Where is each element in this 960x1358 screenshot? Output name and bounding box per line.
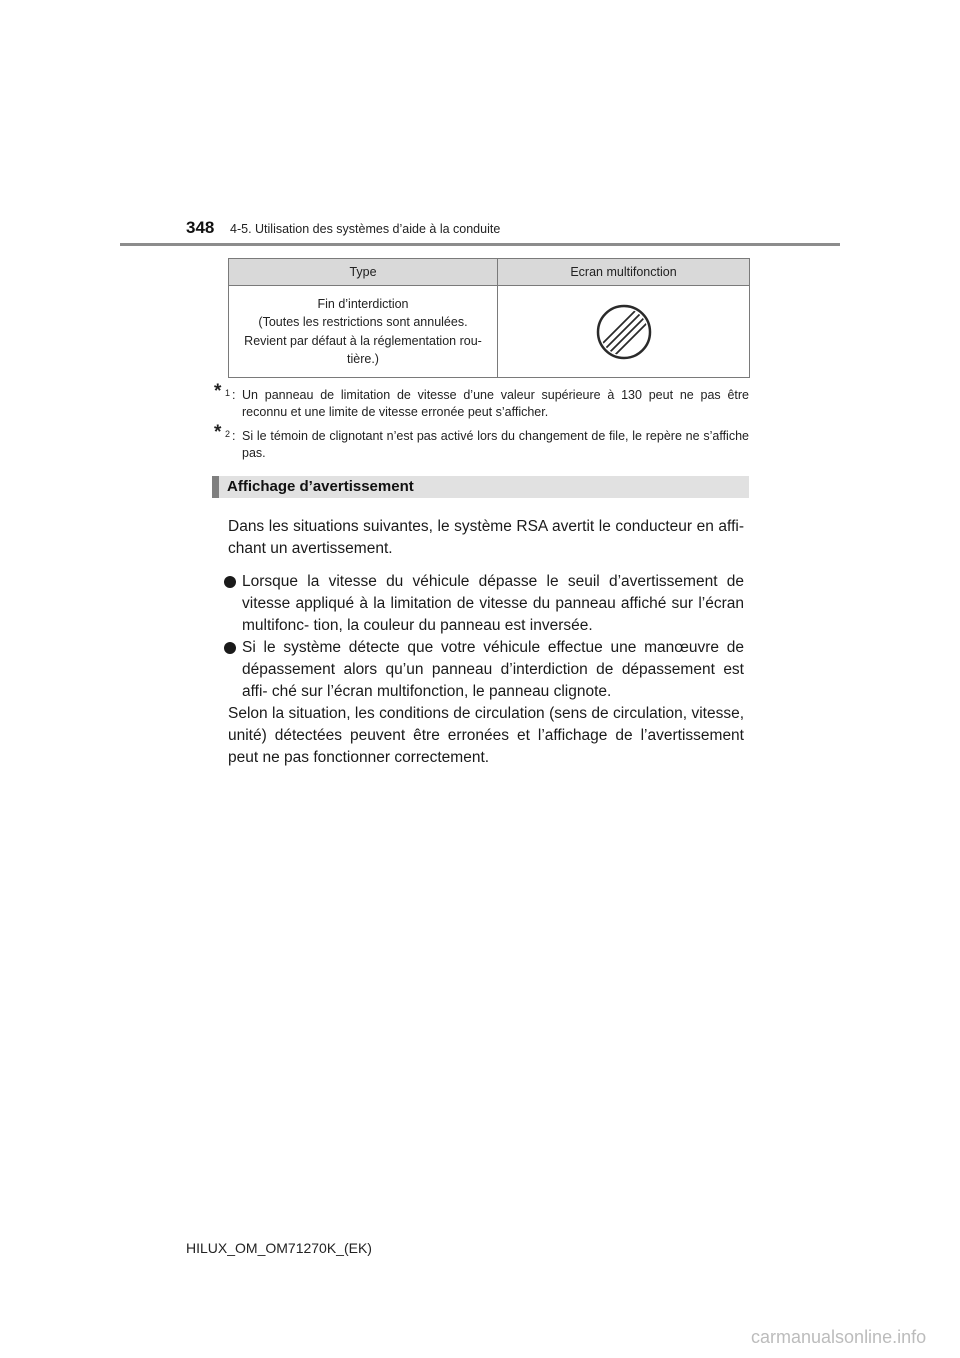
- page-number: 348: [186, 218, 215, 237]
- end-of-restrictions-sign-icon: [596, 304, 652, 360]
- bullet-icon: [224, 642, 236, 654]
- section-title: 4-5. Utilisation des systèmes d’aide à la conduite: [230, 222, 501, 236]
- list-item: [224, 571, 744, 637]
- footnote-asterisk: *: [214, 422, 222, 443]
- sign-table: [228, 258, 750, 378]
- footnote-1: [214, 381, 749, 421]
- footnote-text: Si le témoin de clignotant n’est pas activé lors du changement de file, le repère ne s’affiche pas.: [242, 429, 749, 460]
- type-text-line: tière.): [347, 352, 379, 366]
- type-text-line: (Toutes les restrictions sont annulées.: [258, 315, 468, 329]
- table-header-row: [229, 259, 750, 286]
- footnote-colon: :: [232, 388, 236, 402]
- header-rule: [120, 243, 840, 246]
- footnote-2: [214, 422, 749, 462]
- list-item-text: Si le système détecte que votre véhicule effectue une manœuvre de dépassement alors qu’un panneau d’interdiction de dépassement est affi- ché sur l’écran multifonction, le panneau clignote.: [242, 639, 744, 700]
- type-text-line: Revient par défaut à la réglementation rou-: [244, 333, 482, 348]
- footnote-colon: :: [232, 429, 236, 443]
- list-item: [224, 637, 744, 703]
- list-item-text: Lorsque la vitesse du véhicule dépasse le seuil d’avertissement de vitesse appliqué à la limitation de vitesse du panneau affiché sur l’écran multifonc- tion, la couleur du panneau est inversée.: [242, 573, 744, 634]
- type-cell: [229, 286, 498, 378]
- document-id: HILUX_OM_OM71270K_(EK): [186, 1240, 372, 1256]
- intro-paragraph: Dans les situations suivantes, le système RSA avertit le conducteur en affi- chant un avertissement.: [228, 518, 744, 557]
- display-cell: [498, 286, 750, 378]
- bullet-icon: [224, 576, 236, 588]
- section-heading-bar: [212, 476, 749, 498]
- footnote-text: Un panneau de limitation de vitesse d’une valeur supérieure à 130 peut ne pas être reconnu et une limite de vitesse erronée peut s’afficher.: [242, 388, 749, 419]
- footnote-number: 2: [225, 429, 231, 439]
- type-text-line: Fin d’interdiction: [317, 296, 409, 311]
- section-heading: Affichage d’avertissement: [227, 478, 414, 495]
- watermark: carmanualsonline.info: [751, 1327, 927, 1347]
- column-header-display: Ecran multifonction: [498, 259, 750, 286]
- closing-paragraph: Selon la situation, les conditions de circulation (sens de circulation, vitesse, unité) détectées peuvent être erronées et l’affichage de l’avertissement peut ne pas fonctionner correctement.: [228, 705, 744, 766]
- footnote-asterisk: *: [214, 381, 222, 402]
- column-header-type: Type: [229, 259, 498, 286]
- table-row: [229, 286, 750, 378]
- footnote-number: 1: [225, 388, 231, 398]
